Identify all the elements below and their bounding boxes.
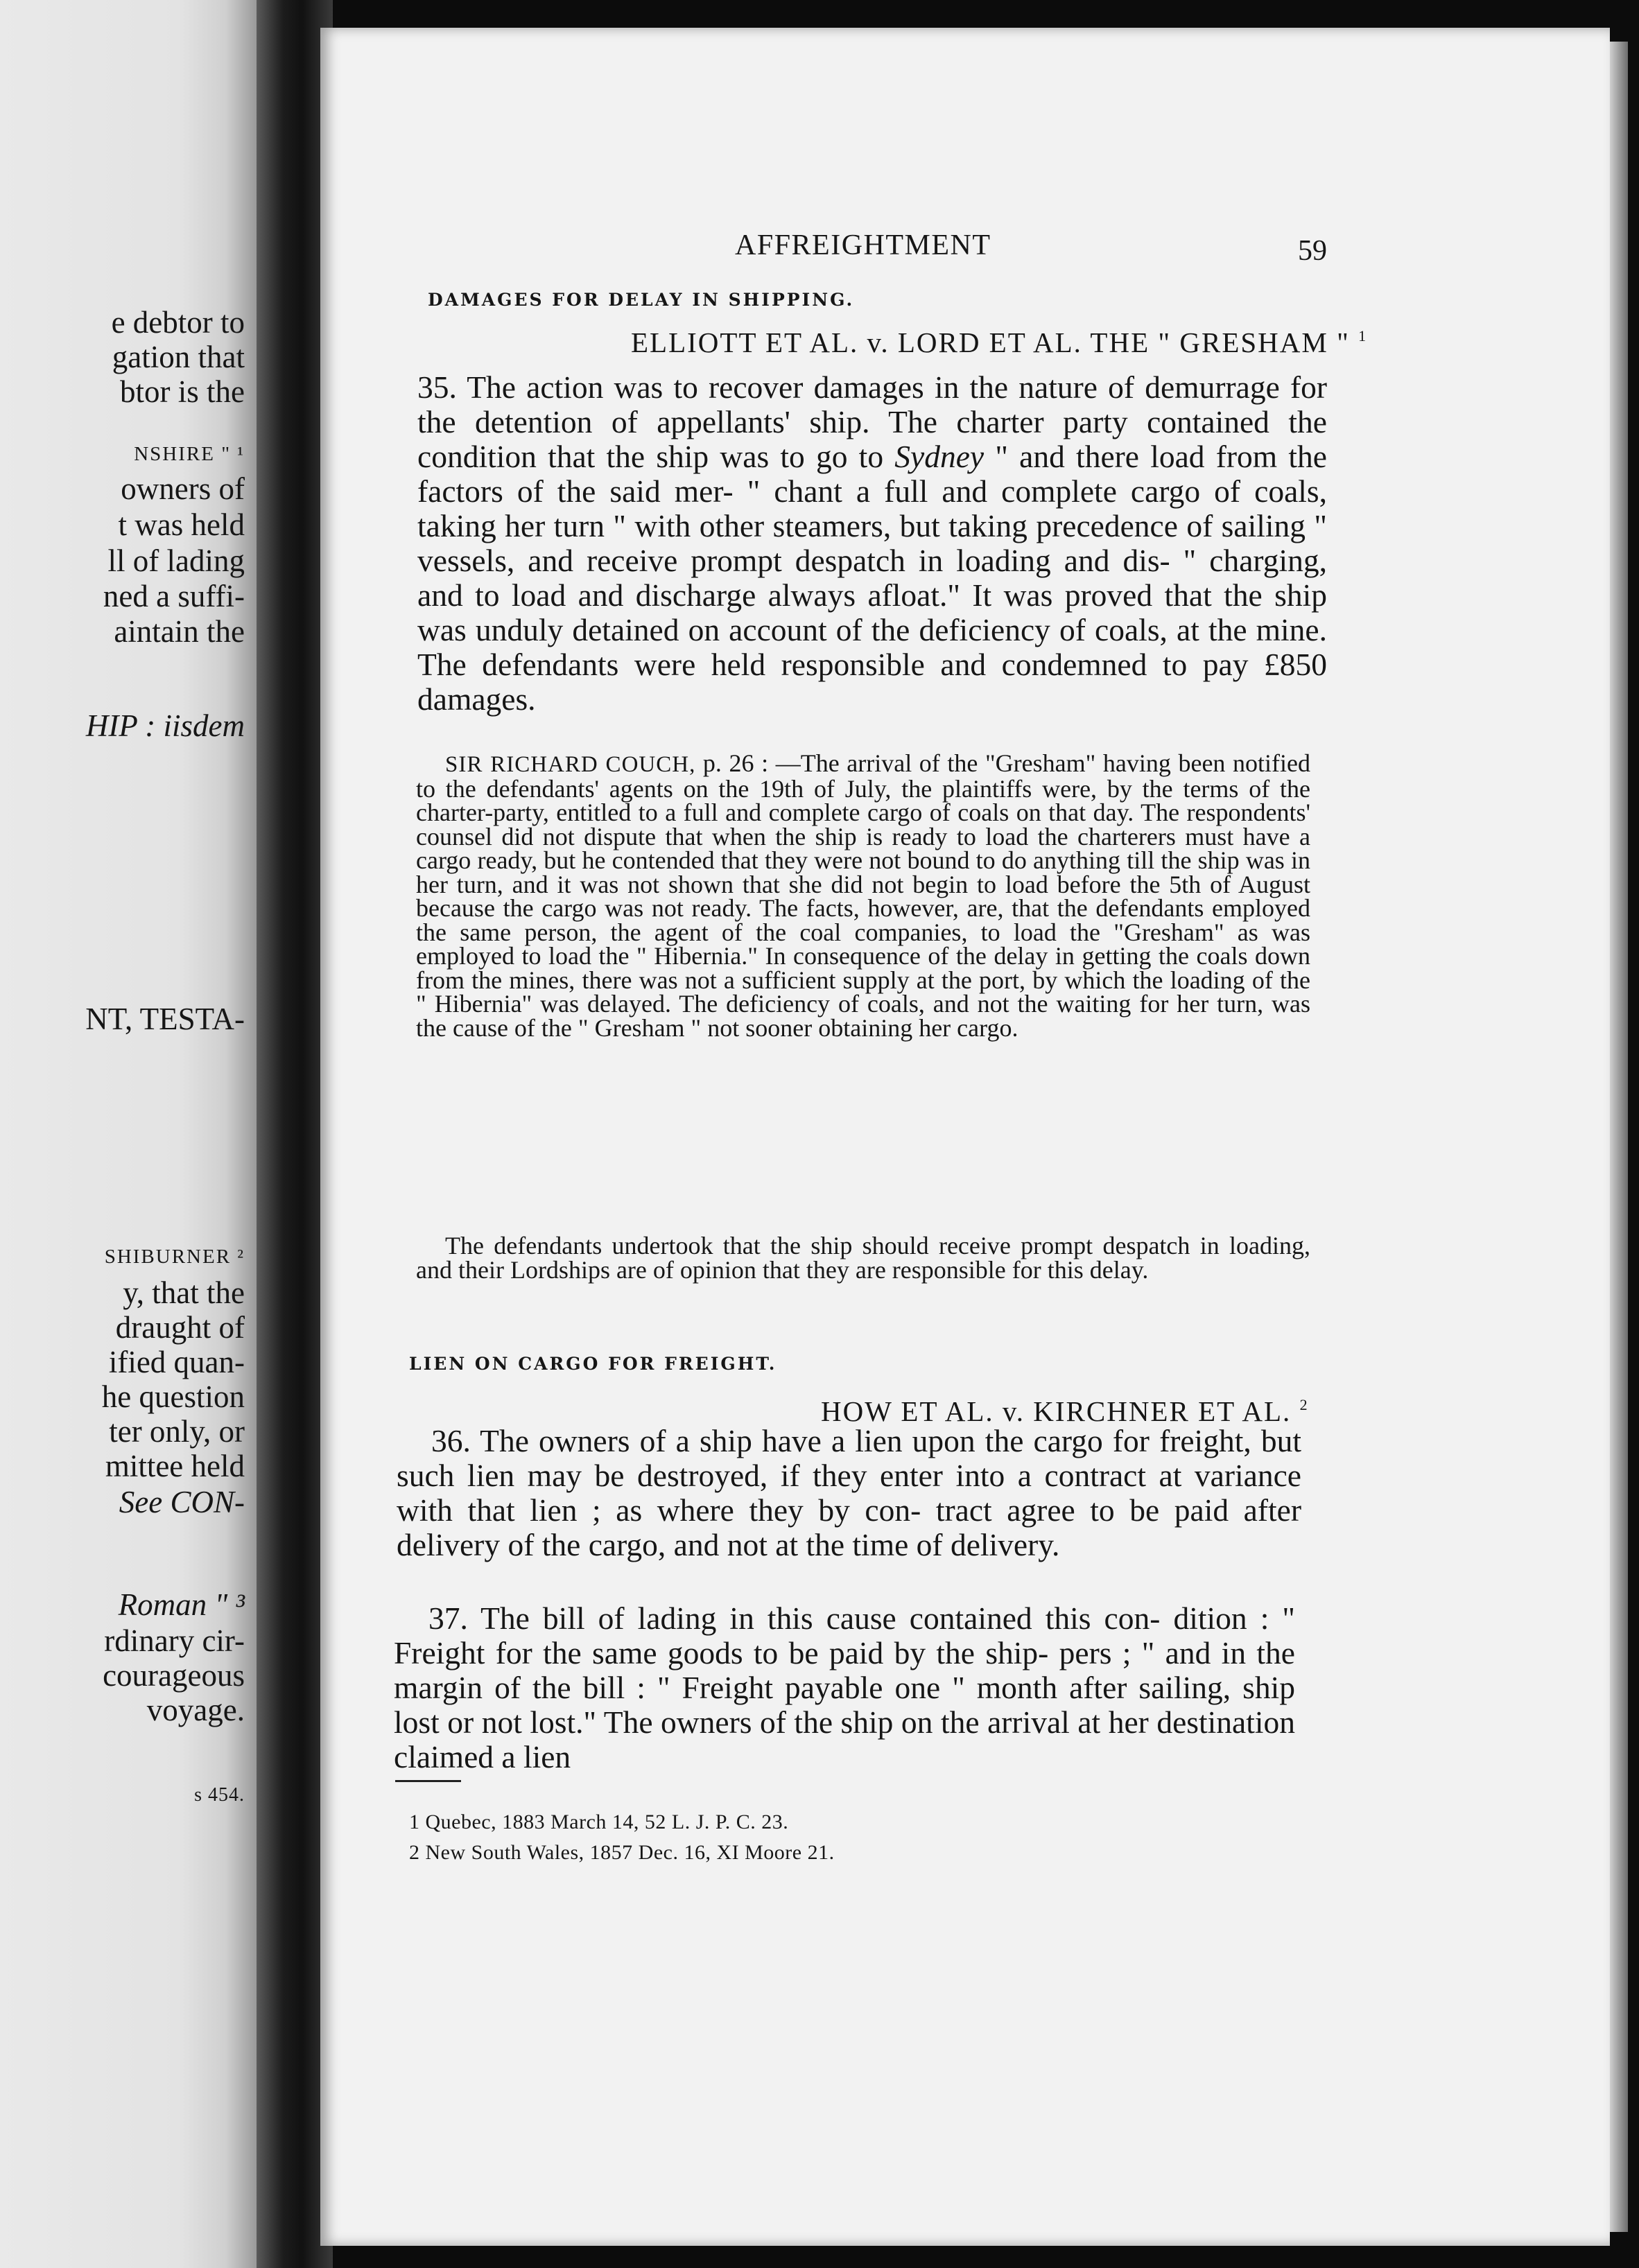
footnote-2: 2 New South Wales, 1857 Dec. 16, XI Moore 21. xyxy=(409,1841,835,1864)
paragraph-36: 36. The owners of a ship have a lien upon the cargo for freight, but such lien may be destroyed, if they enter into a contract at variance with that lien ; as where they by con- tract agree to be paid after delivery of the cargo, and not at the time of delivery. xyxy=(397,1423,1301,1562)
left-page-line: owners of xyxy=(121,471,245,506)
footnote-ref: 1 xyxy=(1358,327,1368,344)
paragraph-37: 37. The bill of lading in this cause contained this con- dition : " Freight for the same goods to be paid by the ship- pers ; " and in the margin of the bill : " Freight payable one " month after sailing, ship lost or not lost." The owners of the ship on the arrival at her destination claimed a lien xyxy=(394,1600,1295,1774)
left-page-line: e debtor to xyxy=(111,305,245,340)
footnote-rule xyxy=(395,1780,461,1782)
page-edge xyxy=(1610,42,1628,2232)
left-page-line: ter only, or xyxy=(109,1414,245,1449)
paragraph-35 xyxy=(417,370,1327,717)
left-page-line: t was held xyxy=(118,507,245,542)
judgment-quote-continued: The defendants undertook that the ship should receive prompt despatch in loading, and their Lordships are of opinion that they are responsible for this delay. xyxy=(416,1232,1310,1284)
left-page-line: voyage. xyxy=(146,1693,245,1727)
judge-name: SIR RICHARD COUCH, xyxy=(445,752,696,777)
left-page-line: ll of lading xyxy=(107,543,245,578)
left-page-line: y, that the xyxy=(123,1275,245,1310)
left-page-line: HIP : iisdem xyxy=(85,708,245,743)
footnote-1: 1 Quebec, 1883 March 14, 52 L. J. P. C. 23. xyxy=(409,1811,789,1833)
page-number: 59 xyxy=(1298,235,1327,267)
left-page-line: NSHIRE " ¹ xyxy=(134,443,245,465)
left-page-line: ified quan- xyxy=(108,1345,245,1379)
left-page-line: rdinary cir- xyxy=(104,1623,245,1658)
left-page-line: SHIBURNER ² xyxy=(104,1246,245,1268)
judgment-quote xyxy=(416,751,1310,1040)
left-page-line: draught of xyxy=(115,1310,245,1345)
left-page-line: ned a suffi- xyxy=(103,579,245,613)
section-heading-damages: DAMAGES FOR DELAY IN SHIPPING. xyxy=(428,290,855,310)
case-title-text: HOW ET AL. v. KIRCHNER ET AL. xyxy=(821,1395,1292,1427)
left-page-line: NT, TESTA- xyxy=(85,1002,245,1036)
left-page-line: See CON- xyxy=(119,1485,245,1519)
case-title-elliott xyxy=(631,326,1367,359)
left-page-line: s 454. xyxy=(194,1784,245,1806)
judgment-quote-text: p. 26 : —The arrival of the "Gresham" having been notified to the defendants' agents on the 19th of July, the plaintiffs were, by the terms of the charter-party, entitled to a full and complete cargo of coals on that day. The respondents' counsel did not dispute that when the ship is ready to load the charterers must have a cargo ready, but he contended that they were not bound to do anything till the ship was in her turn, and it was not shown that she did not begin to load before the 5th of August because the cargo was not ready. The facts, however, are, that the defendants employed the same person, the agent of the coal companies, to load the "Gresham" as was employed to load the " Hibernia." In consequence of the delay in getting the coals down from the mines, there was not a sufficient supply at the port, by which the loading of the " Hibernia" was delayed. The deficiency of coals, and not the waiting for her turn, was the cause of the " Gresham " not sooner obtaining her cargo. xyxy=(416,749,1310,1042)
left-page-text xyxy=(0,0,253,1816)
paragraph-35-text-b: " and there load from the factors of the said mer- " chant a full and complete cargo of coals, taking her turn " with other steamers, but taking precedence of sailing " vessels, and receive prompt despatch in loading and dis- " charging, and to load and discharge always afloat." It was proved that the ship was unduly detained on account of the deficiency of coals, at the mine. The defendants were held responsible and condemned to pay £850 damages. xyxy=(417,439,1327,717)
case-title-text: ELLIOTT ET AL. v. LORD ET AL. THE " GRESHAM " xyxy=(631,326,1350,358)
left-page-line: btor is the xyxy=(120,374,245,409)
footnote-ref: 2 xyxy=(1299,1396,1309,1413)
left-page-line: aintain the xyxy=(114,614,245,649)
left-page-line: gation that xyxy=(112,340,245,374)
place-name: Sydney xyxy=(894,439,985,474)
left-page-line: courageous xyxy=(103,1658,245,1693)
right-page xyxy=(320,28,1610,2246)
left-page-line: Roman " ³ xyxy=(118,1587,245,1622)
left-page-line: mittee held xyxy=(105,1449,245,1483)
section-heading-lien: LIEN ON CARGO FOR FREIGHT. xyxy=(409,1354,777,1374)
running-head: AFFREIGHTMENT xyxy=(735,229,991,261)
left-page-line: he question xyxy=(101,1379,245,1414)
paragraph-35-text-a: 35. The action was to recover damages in the nature of demurrage for the detention of appellants' ship. The charter party contained the condition that the ship was to go to xyxy=(417,369,1327,474)
